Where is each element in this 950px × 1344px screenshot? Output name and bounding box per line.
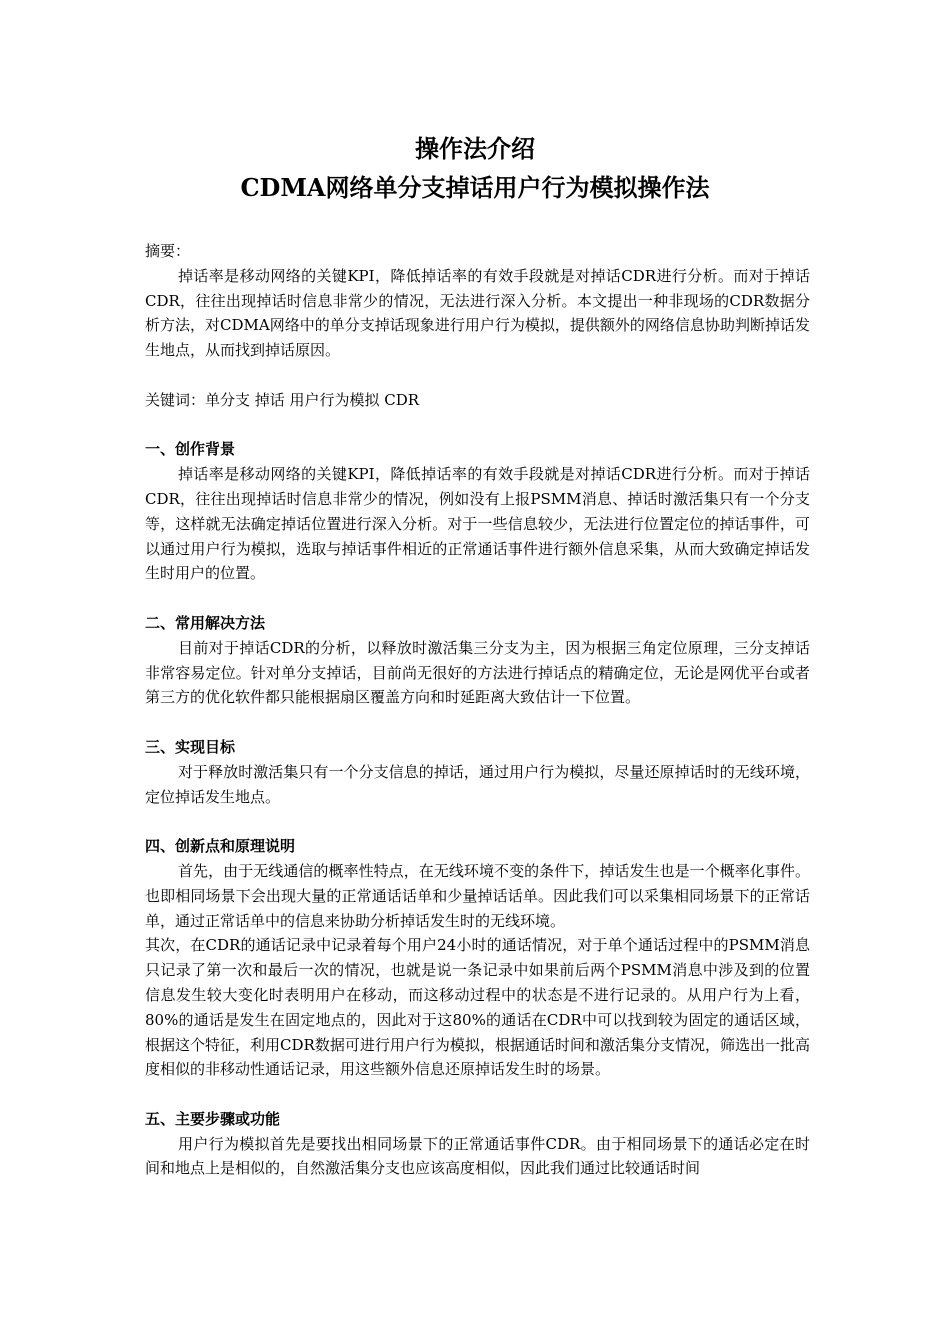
section-heading-innovation: 四、创新点和原理说明 xyxy=(145,837,296,856)
section-paragraph: 对于释放时激活集只有一个分支信息的掉话，通过用户行为模拟，尽量还原掉话时的无线环境，定位掉话发生地点。 xyxy=(145,762,810,806)
section-heading-common-methods: 二、常用解决方法 xyxy=(145,613,266,632)
section-heading-steps: 五、主要步骤或功能 xyxy=(145,1109,281,1128)
spacer xyxy=(145,710,810,735)
document-title: 操作法介绍 xyxy=(415,134,535,163)
spacer xyxy=(145,809,810,834)
abstract-text: 掉话率是移动网络的关键KPI，降低掉话率的有效手段就是对掉话CDR进行分析。而对于掉话CDR，往往出现掉话时信息非常少的情况，无法进行深入分析。本文提出一种非现场的CDR数据分析方法，对CDMA网络中的单分支掉话现象进行用户行为模拟，提供额外的网络信息协助判断掉话发生地点，从而找到掉话原因。 xyxy=(145,266,810,360)
section-paragraph: 掉话率是移动网络的关键KPI，降低掉话率的有效手段就是对掉话CDR进行分析。而对于掉话CDR，往往出现掉话时信息非常少的情况，例如没有上报PSMM消息、掉话时激活集只有一个分支等，这样就无法确定掉话位置进行深入分析。对于一些信息较少，无法进行位置定位的掉话事件，可以通过用户行为模拟，选取与掉话事件相近的正常通话事件进行额外信息采集，从而大致确定掉话发生时用户的位置。 xyxy=(145,465,810,583)
section-paragraph: 目前对于掉话CDR的分析，以释放时激活集三分支为主，因为根据三角定位原理，三分支掉话非常容易定位。针对单分支掉话，目前尚无很好的方法进行掉话点的精确定位，无论是网优平台或者第三方的优化软件都只能根据扇区覆盖方向和时延距离大致估计一下位置。 xyxy=(145,638,810,707)
spacer xyxy=(145,363,810,388)
section-heading-background: 一、创作背景 xyxy=(145,440,236,459)
spacer xyxy=(145,586,810,611)
document-subtitle: CDMA网络单分支掉话用户行为模拟操作法 xyxy=(240,173,710,202)
spacer xyxy=(145,413,810,438)
section-paragraph: 用户行为模拟首先是要找出相同场景下的正常通话事件CDR。由于相同场景下的通话必定在时间和地点上是相似的，自然激活集分支也应该高度相似，因此我们通过比较通话时间 xyxy=(145,1134,810,1178)
section-paragraph: 其次，在CDR的通话记录中记录着每个用户24小时的通话情况，对于单个通话过程中的PSMM消息只记录了第一次和最后一次的情况，也就是说一条记录中如果前后两个PSMM消息中涉及到的位置信息发生较大变化时表明用户在移动，而这移动过程中的状态是不进行记录的。从用户行为上看，80%的通话是发生在固定地点的，因此对于这80%的通话在CDR中可以找到较为固定的通话区域，根据这个特征，利用CDR数据可进行用户行为模拟，根据通话时间和激活集分支情况，筛选出一批高度相似的非移动性通话记录，用这些额外信息还原掉话发生时的场景。 xyxy=(145,936,810,1079)
section-heading-goal: 三、实现目标 xyxy=(145,737,236,756)
document-body xyxy=(145,239,810,1181)
abstract-label: 摘要： xyxy=(145,242,191,260)
spacer xyxy=(145,1082,810,1107)
keywords-line: 关键词：单分支 掉话 用户行为模拟 CDR xyxy=(145,390,420,409)
section-paragraph: 首先，由于无线通信的概率性特点，在无线环境不变的条件下，掉话发生也是一个概率化事件。也即相同场景下会出现大量的正常通话话单和少量掉话话单。因此我们可以采集相同场景下的正常话单，通过正常话单中的信息来协助分析掉话发生时的无线环境。 xyxy=(145,861,810,930)
